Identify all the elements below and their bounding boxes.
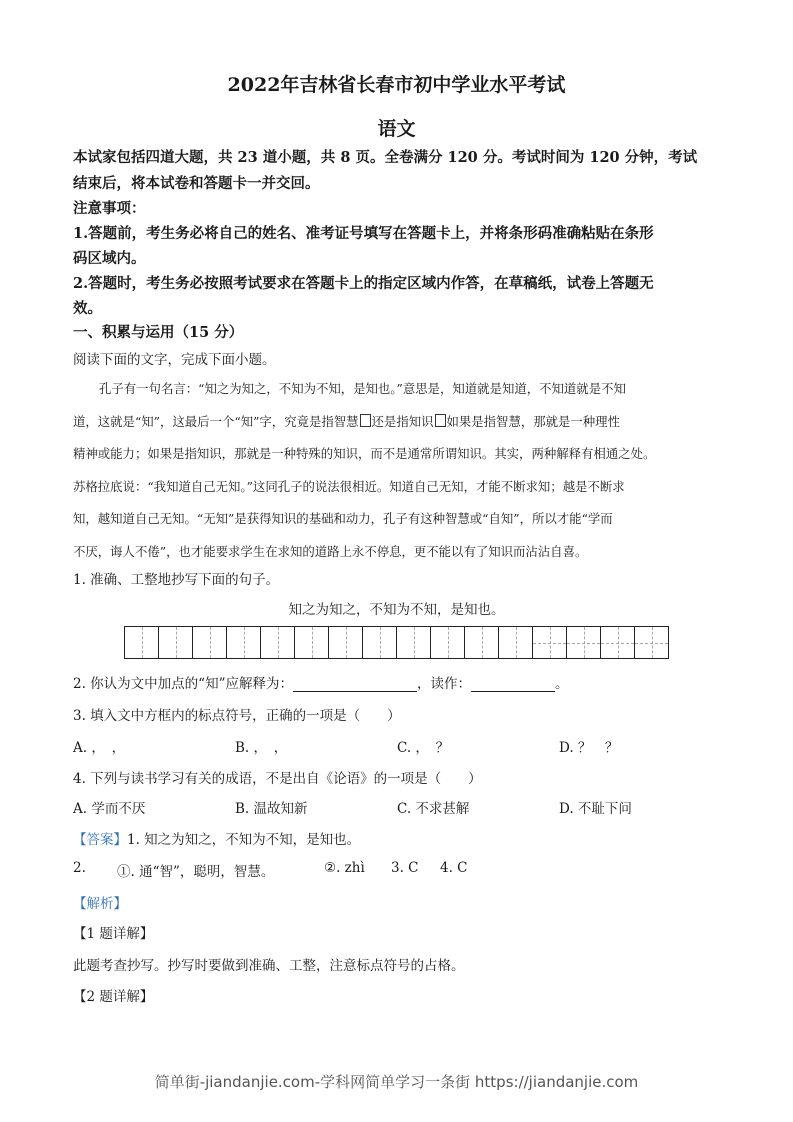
question-4-option-b[interactable]: B. 温故知新 — [235, 801, 308, 817]
blank-box-1 — [360, 414, 371, 427]
passage-line-4: 苏格拉底说：“我知道自己无知。”这同孔子的说法很相近。知道自己无知，才能不断求知；越是不断求 — [73, 478, 625, 494]
answer-2-number: 2. — [73, 860, 86, 876]
footer-watermark[interactable]: 简单街-jiandanjie.com-学科网简单学习一条街 https://jiandanjie.com — [154, 1073, 639, 1091]
grid-cell[interactable] — [499, 627, 533, 658]
question-3-stem: 3. 填入文中方框内的标点符号，正确的一项是（ ） — [73, 708, 401, 724]
answer-3: 3. C — [391, 860, 419, 876]
answer-blank-pinyin[interactable] — [471, 677, 555, 692]
passage-line-2a: 道，这就是“知”，这最后一个“知”字，究竟是指智慧 — [73, 413, 359, 429]
question-1-stem: 1. 准确、工整地抄写下面的句子。 — [73, 572, 280, 588]
passage-line-2c: 如果是指智慧，那就是一种理性 — [446, 413, 620, 429]
question-3-option-c[interactable]: C. ， ？ — [397, 740, 450, 756]
grid-cell[interactable] — [431, 627, 465, 658]
copy-writing-grid[interactable] — [124, 626, 669, 659]
answer-2-meaning: ①. 通“智”，聪明，智慧。 — [117, 864, 275, 880]
question-3-option-a[interactable]: A. ， ， — [73, 740, 126, 756]
subject-title: 语文 — [377, 118, 416, 140]
grid-cell[interactable] — [159, 627, 193, 658]
question-1-sentence: 知之为知之，不知为不知，是知也。 — [288, 602, 505, 618]
section-1-instruction: 阅读下面的文字，完成下面小题。 — [73, 352, 276, 368]
intro-line-2: 结束后，将本试卷和答题卡一并交回。 — [73, 175, 320, 192]
question-4-stem: 4. 下列与读书学习有关的成语，不是出自《论语》的一项是（ ） — [73, 771, 482, 787]
grid-cell[interactable] — [261, 627, 295, 658]
answer-tag: 【答案】 — [73, 832, 127, 848]
note-1-line-1: 1.答题前，考生务必将自己的姓名、准考证号填写在答题卡上，并将条形码准确粘贴在条形 — [73, 225, 654, 242]
question-2-stem-c: 。 — [554, 676, 569, 692]
answer-blank-meaning[interactable] — [293, 677, 417, 692]
reading-passage — [73, 373, 723, 568]
analysis-q1-heading: 【1 题详解】 — [73, 926, 154, 942]
grid-cell[interactable] — [227, 627, 261, 658]
note-2-line-1: 2.答题时，考生务必按照考试要求在答题卡上的指定区域内作答，在草稿纸，试卷上答题无 — [73, 275, 654, 292]
analysis-tag: 【解析】 — [73, 896, 127, 912]
question-2-stem-a: 2. 你认为文中加点的“知”应解释为： — [73, 676, 293, 692]
note-1-line-2: 码区域内。 — [73, 250, 146, 267]
question-4-option-a[interactable]: A. 学而不厌 — [73, 801, 146, 817]
grid-cell[interactable] — [533, 627, 567, 658]
intro-line-1: 本试家包括四道大题，共 23 道小题，共 8 页。全卷满分 120 分。考试时间为 120 分钟，考试 — [73, 149, 698, 166]
note-2-line-2: 效。 — [73, 300, 102, 317]
exam-title: 2022年吉林省长春市初中学业水平考试 — [227, 74, 566, 96]
grid-cell[interactable] — [397, 627, 431, 658]
question-3-option-d[interactable]: D. ？ ？ — [559, 740, 619, 756]
notes-heading: 注意事项： — [73, 200, 146, 217]
grid-cell[interactable] — [329, 627, 363, 658]
grid-cell[interactable] — [193, 627, 227, 658]
question-3-option-b[interactable]: B. ， ， — [235, 740, 288, 756]
grid-cell[interactable] — [567, 627, 601, 658]
grid-cell[interactable] — [295, 627, 329, 658]
answer-1-text: 1. 知之为知之，不知为不知，是知也。 — [127, 832, 361, 848]
blank-box-2 — [435, 414, 446, 427]
grid-cell[interactable] — [125, 627, 159, 658]
grid-cell[interactable] — [601, 627, 635, 658]
passage-line-2b: 还是指知识 — [371, 413, 434, 429]
passage-line-3: 精神或能力；如果是指知识，那就是一种特殊的知识，而不是通常所谓知识。其实，两种解释有相通之处。 — [73, 446, 656, 461]
analysis-q1-text: 此题考查抄写。抄写时要做到准确、工整，注意标点符号的占格。 — [73, 958, 465, 974]
answer-line-1 — [73, 828, 360, 848]
answer-4: 4. C — [440, 860, 468, 876]
grid-cell[interactable] — [465, 627, 499, 658]
question-2-stem-b: ，读作： — [416, 676, 471, 692]
passage-line-6: 不厌，诲人不倦”，也才能要求学生在求知的道路上永不停息，更不能以有了知识而沾沾自喜。 — [73, 543, 588, 559]
grid-cell[interactable] — [635, 627, 668, 658]
question-4-option-d[interactable]: D. 不耻下问 — [559, 801, 632, 817]
question-4-option-c[interactable]: C. 不求甚解 — [397, 801, 470, 817]
question-2 — [73, 672, 568, 692]
grid-cell[interactable] — [363, 627, 397, 658]
answer-2-pinyin: ②. zhì — [324, 860, 365, 876]
passage-line-5: 知，越知道自己无知。“无知”是获得知识的基础和动力，孔子有这种智慧或“自知”，所以才能“学而 — [73, 511, 613, 526]
analysis-q2-heading: 【2 题详解】 — [73, 989, 154, 1005]
passage-line-1: 孔子有一句名言：“知之为知之，不知为不知，是知也。”意思是，知道就是知道，不知道就是不知 — [99, 381, 626, 396]
section-1-heading: 一、积累与运用（15 分） — [73, 324, 244, 341]
